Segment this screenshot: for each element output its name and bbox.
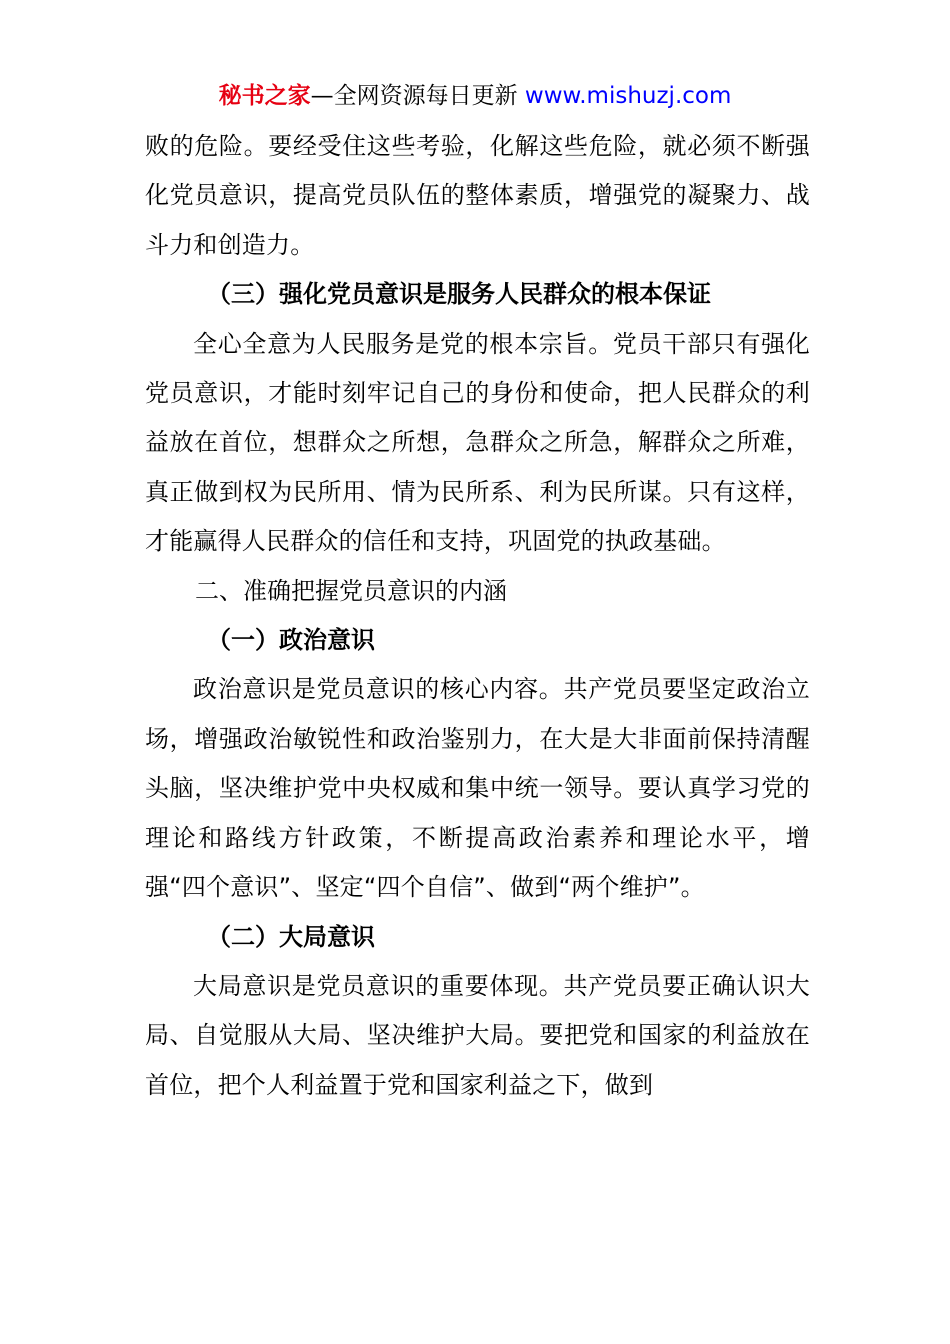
header-slogan: —全网资源每日更新 [310,83,525,109]
section-heading-two: 二、准确把握党员意识的内涵 [195,576,507,605]
subheading-three: （三）强化党员意识是服务人民群众的根本保证 [207,280,711,309]
document-body [145,122,810,1110]
site-url-link[interactable]: www.mishuzj.com [524,83,732,109]
paragraph-overall: 大局意识是党员意识的重要体现。共产党员要正确认识大局、自觉服从大局、坚决维护大局。要把党和国家的利益放在首位，把个人利益置于党和国家利益之下，做到 [145,971,810,1099]
subheading-overall: （二）大局意识 [207,922,375,951]
site-header [0,80,950,112]
brand-name: 秘书之家 [218,83,311,109]
paragraph-continuation: 败的危险。要经受住这些考验，化解这些危险，就必须不断强化党员意识，提高党员队伍的整体素质，增强党的凝聚力、战斗力和创造力。 [145,132,810,259]
paragraph-serve-people: 全心全意为人民服务是党的根本宗旨。党员干部只有强化党员意识，才能时刻牢记自己的身份和使命，把人民群众的利益放在首位，想群众之所想，急群众之所急，解群众之所难，真正做到权为民所用、情为民所系、利为民所谋。只有这样，才能赢得人民群众的信任和支持，巩固党的执政基础。 [145,329,810,556]
paragraph-political: 政治意识是党员意识的核心内容。共产党员要坚定政治立场，增强政治敏锐性和政治鉴别力，在大是大非面前保持清醒头脑，坚决维护党中央权威和集中统一领导。要认真学习党的理论和路线方针政策，不断提高政治素养和理论水平，增强“四个意识”、坚定“四个自信”、做到“两个维护”。 [145,675,810,902]
subheading-political: （一）政治意识 [207,626,375,655]
